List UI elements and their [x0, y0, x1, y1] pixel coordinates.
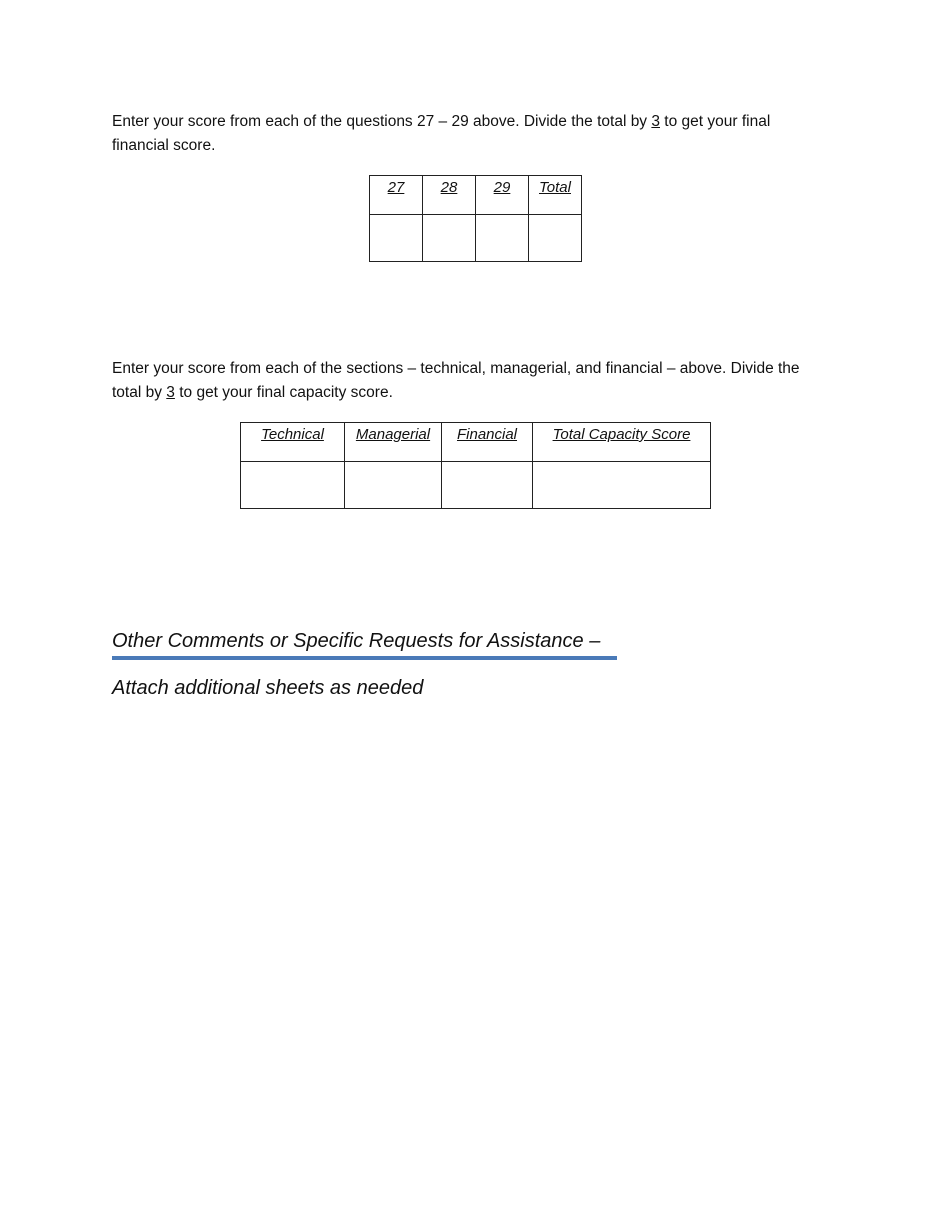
score-cell-27[interactable] — [370, 215, 423, 262]
header-financial: Financial — [442, 423, 533, 462]
financial-instructions — [112, 110, 827, 157]
header-question-27: 27 — [370, 176, 423, 215]
financial-instructions-text-after: to get your final financial score. — [112, 113, 771, 154]
score-cell-28[interactable] — [423, 215, 476, 262]
financial-score-header-row — [370, 176, 582, 215]
capacity-score-table — [240, 422, 711, 509]
financial-score-table — [369, 175, 582, 262]
header-question-28: 28 — [423, 176, 476, 215]
capacity-divisor: 3 — [166, 383, 175, 401]
header-financial-total: Total — [529, 176, 582, 215]
comments-heading: Other Comments or Specific Requests for Assistance – — [112, 630, 617, 660]
score-cell-technical[interactable] — [241, 462, 345, 509]
score-cell-29[interactable] — [476, 215, 529, 262]
capacity-score-entry-row — [241, 462, 711, 509]
score-cell-total-capacity[interactable] — [533, 462, 711, 509]
financial-score-entry-row — [370, 215, 582, 262]
score-cell-financial-total[interactable] — [529, 215, 582, 262]
score-cell-managerial[interactable] — [345, 462, 442, 509]
score-cell-financial[interactable] — [442, 462, 533, 509]
header-question-29: 29 — [476, 176, 529, 215]
header-total-capacity-score: Total Capacity Score — [533, 423, 711, 462]
header-managerial: Managerial — [345, 423, 442, 462]
attach-sheets-note: Attach additional sheets as needed — [112, 677, 424, 699]
capacity-instructions-text-before: Enter your score from each of the sections – technical, managerial, and financial – above. Divide the total by — [112, 360, 800, 401]
financial-divisor: 3 — [651, 113, 660, 130]
header-technical: Technical — [241, 423, 345, 462]
capacity-instructions-text-after: to get your final capacity score. — [174, 383, 393, 401]
financial-instructions-text-before: Enter your score from each of the questions 27 – 29 above. Divide the total by — [112, 113, 652, 130]
capacity-instructions — [112, 357, 827, 404]
capacity-score-header-row — [241, 423, 711, 462]
